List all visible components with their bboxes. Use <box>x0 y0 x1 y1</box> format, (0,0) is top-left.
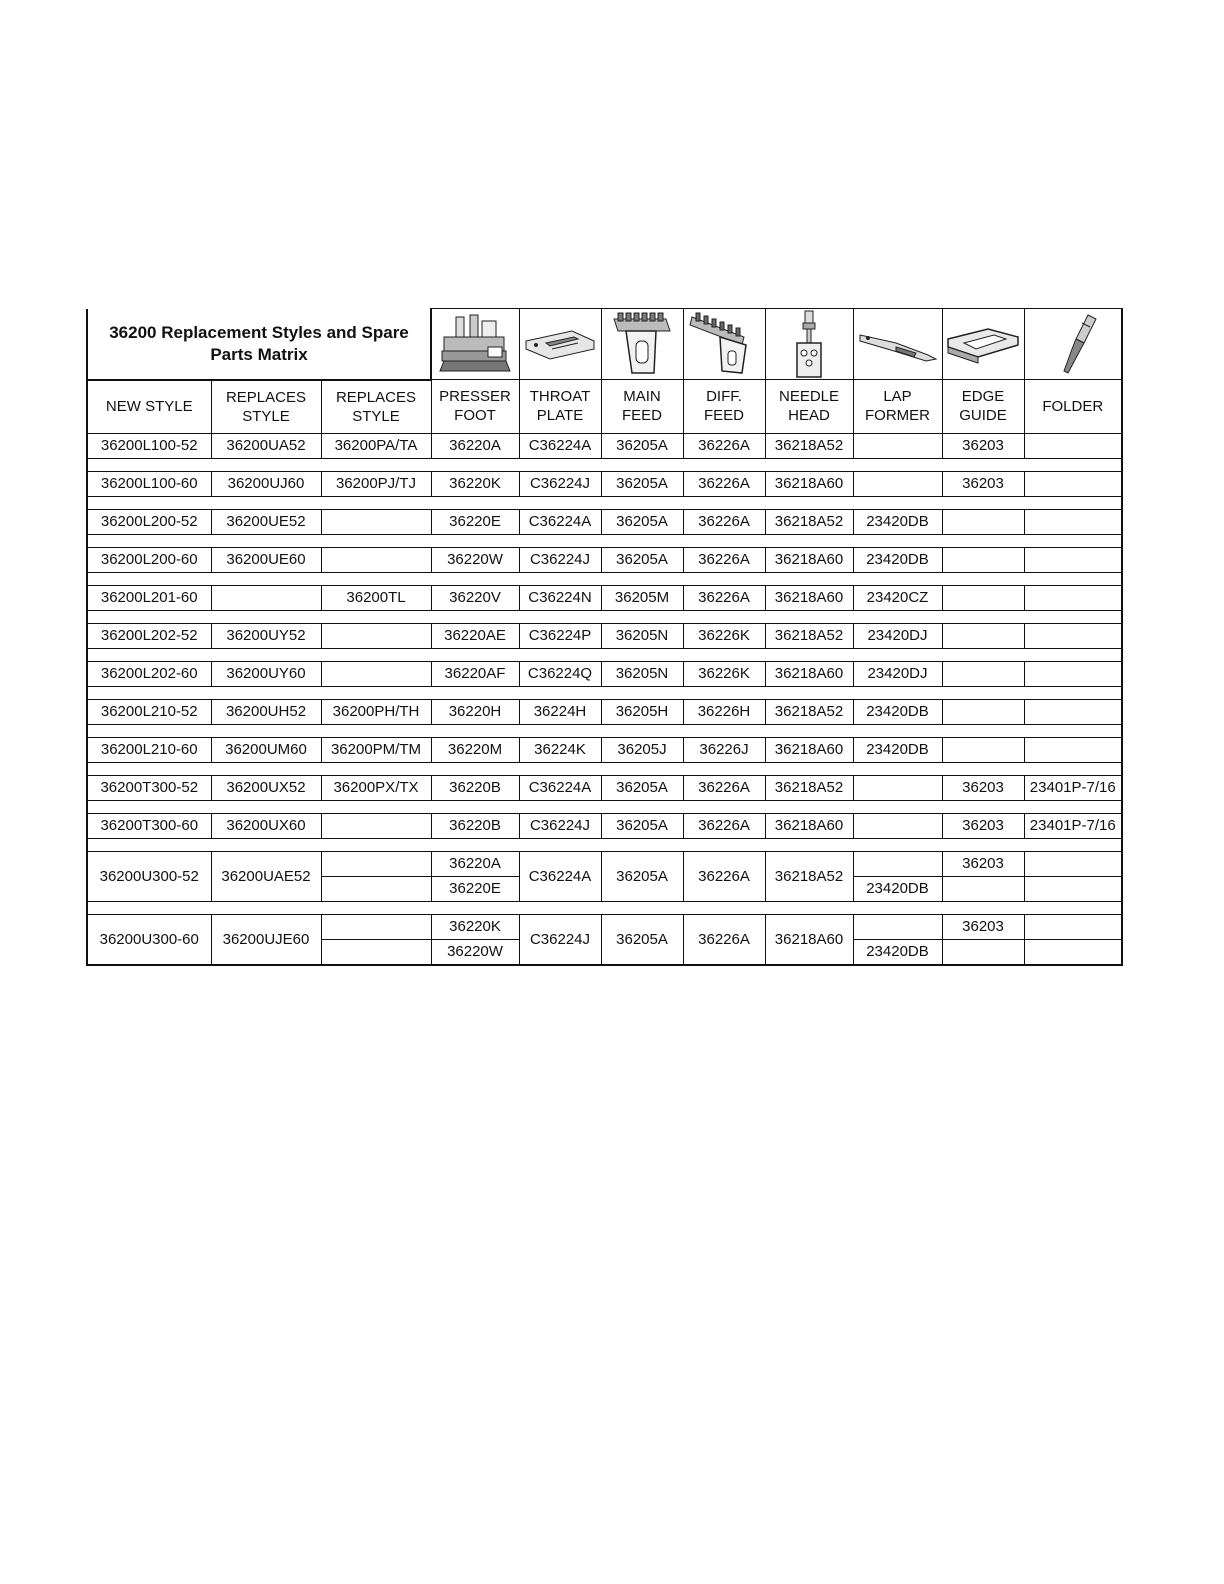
table-row <box>87 471 1122 496</box>
table-cell <box>942 623 1024 648</box>
table-row <box>87 661 1122 686</box>
table-cell: 36200UA52 <box>211 433 321 458</box>
table-cell: 36200PA/TA <box>321 433 431 458</box>
table-cell: 36218A60 <box>765 914 853 965</box>
row-separator <box>87 648 1122 661</box>
table-row <box>87 547 1122 572</box>
table-cell: 36200L200-60 <box>87 547 211 572</box>
separator-cell <box>87 648 1122 661</box>
column-header: DIFF. FEED <box>683 380 765 434</box>
table-cell <box>321 939 431 965</box>
table-cell: 36200L100-52 <box>87 433 211 458</box>
table-cell: 23420DB <box>853 876 942 901</box>
table-cell <box>321 661 431 686</box>
table-cell: 36200PX/TX <box>321 775 431 800</box>
row-separator <box>87 496 1122 509</box>
header-row <box>87 380 1122 434</box>
table-cell: 23420DB <box>853 939 942 965</box>
row-separator <box>87 534 1122 547</box>
column-header: REPLACES STYLE <box>321 380 431 434</box>
table-cell: 23420DB <box>853 509 942 534</box>
table-row <box>87 433 1122 458</box>
table-cell: 36218A52 <box>765 775 853 800</box>
table-cell: 36226A <box>683 585 765 610</box>
table-cell <box>321 813 431 838</box>
table-cell: 36205A <box>601 547 683 572</box>
table-cell <box>1024 876 1122 901</box>
table-cell <box>853 851 942 876</box>
table-cell: 36200PH/TH <box>321 699 431 724</box>
table-cell: 36200UX60 <box>211 813 321 838</box>
table-cell <box>1024 699 1122 724</box>
table-cell: 23401P-7/16 <box>1024 813 1122 838</box>
table-cell: 36200UJE60 <box>211 914 321 965</box>
table-cell: 36226A <box>683 433 765 458</box>
table-cell: 36205A <box>601 851 683 901</box>
table-cell <box>853 914 942 939</box>
table-cell: 36220W <box>431 547 519 572</box>
table-cell: 36220B <box>431 775 519 800</box>
table-cell: 36226A <box>683 547 765 572</box>
needle-head-icon <box>765 309 853 380</box>
separator-cell <box>87 800 1122 813</box>
column-header: REPLACES STYLE <box>211 380 321 434</box>
edge-guide-icon <box>942 309 1024 380</box>
table-cell: 23420CZ <box>853 585 942 610</box>
table-cell <box>1024 509 1122 534</box>
table-row <box>87 699 1122 724</box>
table-cell <box>942 876 1024 901</box>
table-cell: 23420DJ <box>853 661 942 686</box>
presser-foot-icon <box>431 309 519 380</box>
table-cell <box>942 699 1024 724</box>
table-cell <box>211 585 321 610</box>
table-cell: 23420DJ <box>853 623 942 648</box>
table-cell: 36203 <box>942 914 1024 939</box>
table-cell: C36224Q <box>519 661 601 686</box>
table-row <box>87 851 1122 876</box>
table-cell: 36218A60 <box>765 813 853 838</box>
table-cell: 36200UAE52 <box>211 851 321 901</box>
table-cell: 36205A <box>601 471 683 496</box>
table-cell <box>1024 585 1122 610</box>
table-row <box>87 813 1122 838</box>
table-cell: 36200L200-52 <box>87 509 211 534</box>
table-cell: 36226A <box>683 851 765 901</box>
table-cell <box>321 547 431 572</box>
column-header: LAP FORMER <box>853 380 942 434</box>
column-header: THROAT PLATE <box>519 380 601 434</box>
table-cell: 36220A <box>431 433 519 458</box>
table-cell: 23420DB <box>853 737 942 762</box>
table-cell: 36203 <box>942 775 1024 800</box>
table-cell: 36220H <box>431 699 519 724</box>
table-cell: 36226A <box>683 509 765 534</box>
table-cell: C36224A <box>519 509 601 534</box>
table-cell <box>1024 737 1122 762</box>
table-cell: 36200UH52 <box>211 699 321 724</box>
table-cell: 36218A52 <box>765 433 853 458</box>
table-cell: 36200T300-60 <box>87 813 211 838</box>
table-cell <box>942 585 1024 610</box>
column-header: NEEDLE HEAD <box>765 380 853 434</box>
table-cell: 36203 <box>942 433 1024 458</box>
table-cell <box>321 876 431 901</box>
table-cell: 36220E <box>431 876 519 901</box>
table-cell <box>1024 433 1122 458</box>
table-cell: C36224A <box>519 851 601 901</box>
icon-row <box>87 309 1122 380</box>
table-cell: 36205H <box>601 699 683 724</box>
table-cell: 36226A <box>683 914 765 965</box>
row-separator <box>87 762 1122 775</box>
table-cell: 23401P-7/16 <box>1024 775 1122 800</box>
row-separator <box>87 838 1122 851</box>
table-cell: 23420DB <box>853 547 942 572</box>
table-row <box>87 623 1122 648</box>
table-cell: 36200U300-52 <box>87 851 211 901</box>
table-cell: 36220E <box>431 509 519 534</box>
table-cell <box>1024 939 1122 965</box>
table-cell: 36220K <box>431 471 519 496</box>
table-cell: 36200T300-52 <box>87 775 211 800</box>
table-row <box>87 737 1122 762</box>
table-cell: 36226A <box>683 813 765 838</box>
column-header: MAIN FEED <box>601 380 683 434</box>
table-cell: 36200L210-60 <box>87 737 211 762</box>
table-cell: 36200L201-60 <box>87 585 211 610</box>
table-cell: 36220V <box>431 585 519 610</box>
table-cell: 36218A52 <box>765 699 853 724</box>
table-cell: 36226H <box>683 699 765 724</box>
row-separator <box>87 458 1122 471</box>
table-cell: 36200UE52 <box>211 509 321 534</box>
table-row <box>87 509 1122 534</box>
separator-cell <box>87 901 1122 914</box>
table-cell: 36226K <box>683 623 765 648</box>
row-separator <box>87 572 1122 585</box>
table-cell: 36220W <box>431 939 519 965</box>
table-cell <box>942 737 1024 762</box>
lap-former-icon <box>853 309 942 380</box>
table-cell: 36205M <box>601 585 683 610</box>
table-cell: 36205A <box>601 813 683 838</box>
table-cell: C36224P <box>519 623 601 648</box>
table-cell: 36203 <box>942 813 1024 838</box>
separator-cell <box>87 534 1122 547</box>
table-cell: 36205A <box>601 914 683 965</box>
table-cell <box>853 775 942 800</box>
separator-cell <box>87 686 1122 699</box>
table-cell: 36224H <box>519 699 601 724</box>
table-cell: C36224J <box>519 547 601 572</box>
table-cell: 36226J <box>683 737 765 762</box>
table-cell: C36224J <box>519 813 601 838</box>
matrix-title: 36200 Replacement Styles and Spare Parts Matrix <box>87 309 431 380</box>
column-header: PRESSER FOOT <box>431 380 519 434</box>
row-separator <box>87 800 1122 813</box>
table-cell: 36200L100-60 <box>87 471 211 496</box>
table-cell <box>1024 914 1122 939</box>
table-cell: 36200UM60 <box>211 737 321 762</box>
table-cell: 36203 <box>942 851 1024 876</box>
table-cell: 36200L210-52 <box>87 699 211 724</box>
table-cell <box>853 471 942 496</box>
table-cell: 36200L202-60 <box>87 661 211 686</box>
table-cell: 36226A <box>683 775 765 800</box>
row-separator <box>87 724 1122 737</box>
diff-feed-icon <box>683 309 765 380</box>
table-cell: 36200TL <box>321 585 431 610</box>
table-cell: 36200PJ/TJ <box>321 471 431 496</box>
row-separator <box>87 610 1122 623</box>
table-cell: 36218A52 <box>765 509 853 534</box>
separator-cell <box>87 610 1122 623</box>
separator-cell <box>87 724 1122 737</box>
table-cell <box>1024 661 1122 686</box>
separator-cell <box>87 762 1122 775</box>
main-feed-icon <box>601 309 683 380</box>
table-cell: 36220A <box>431 851 519 876</box>
table-cell: C36224J <box>519 471 601 496</box>
row-separator <box>87 686 1122 699</box>
table-cell <box>942 547 1024 572</box>
table-cell: 36200UJ60 <box>211 471 321 496</box>
table-row <box>87 775 1122 800</box>
throat-plate-icon <box>519 309 601 380</box>
folder-icon <box>1024 309 1122 380</box>
table-cell <box>321 914 431 939</box>
table-cell <box>853 433 942 458</box>
table-cell <box>321 851 431 876</box>
table-cell: 36218A52 <box>765 623 853 648</box>
column-header: FOLDER <box>1024 380 1122 434</box>
separator-cell <box>87 496 1122 509</box>
table-cell <box>942 509 1024 534</box>
table-cell: 36224K <box>519 737 601 762</box>
table-cell: 36226K <box>683 661 765 686</box>
table-cell: 36200UX52 <box>211 775 321 800</box>
column-header: NEW STYLE <box>87 380 211 434</box>
parts-matrix-table <box>86 308 1123 966</box>
table-cell: 36203 <box>942 471 1024 496</box>
table-cell <box>942 939 1024 965</box>
table-row <box>87 914 1122 939</box>
table-cell: 36218A52 <box>765 851 853 901</box>
table-cell: 36200UY60 <box>211 661 321 686</box>
separator-cell <box>87 572 1122 585</box>
table-cell: 36218A60 <box>765 737 853 762</box>
table-cell: 36200U300-60 <box>87 914 211 965</box>
table-cell: 36205N <box>601 661 683 686</box>
table-cell <box>321 509 431 534</box>
table-cell: 36205A <box>601 509 683 534</box>
table-cell: 36218A60 <box>765 547 853 572</box>
table-cell <box>1024 471 1122 496</box>
table-cell <box>321 623 431 648</box>
table-cell: 36200L202-52 <box>87 623 211 648</box>
table-cell: 36220B <box>431 813 519 838</box>
table-cell: C36224A <box>519 433 601 458</box>
column-header: EDGE GUIDE <box>942 380 1024 434</box>
row-separator <box>87 901 1122 914</box>
table-cell: 36200PM/TM <box>321 737 431 762</box>
table-cell <box>853 813 942 838</box>
table-cell: 36220AE <box>431 623 519 648</box>
table-cell: C36224A <box>519 775 601 800</box>
table-cell: 23420DB <box>853 699 942 724</box>
table-cell: 36205N <box>601 623 683 648</box>
table-cell: 36226A <box>683 471 765 496</box>
table-cell: 36205A <box>601 433 683 458</box>
table-cell: 36218A60 <box>765 471 853 496</box>
table-cell <box>942 661 1024 686</box>
table-row <box>87 585 1122 610</box>
table-cell: 36200UY52 <box>211 623 321 648</box>
separator-cell <box>87 458 1122 471</box>
separator-cell <box>87 838 1122 851</box>
table-cell <box>1024 623 1122 648</box>
table-cell: C36224N <box>519 585 601 610</box>
table-cell: 36220K <box>431 914 519 939</box>
table-cell: 36220AF <box>431 661 519 686</box>
table-cell: 36200UE60 <box>211 547 321 572</box>
table-cell <box>1024 851 1122 876</box>
table-cell: C36224J <box>519 914 601 965</box>
table-cell: 36205J <box>601 737 683 762</box>
table-cell: 36218A60 <box>765 661 853 686</box>
table-cell: 36220M <box>431 737 519 762</box>
table-cell: 36205A <box>601 775 683 800</box>
table-cell <box>1024 547 1122 572</box>
table-cell: 36218A60 <box>765 585 853 610</box>
